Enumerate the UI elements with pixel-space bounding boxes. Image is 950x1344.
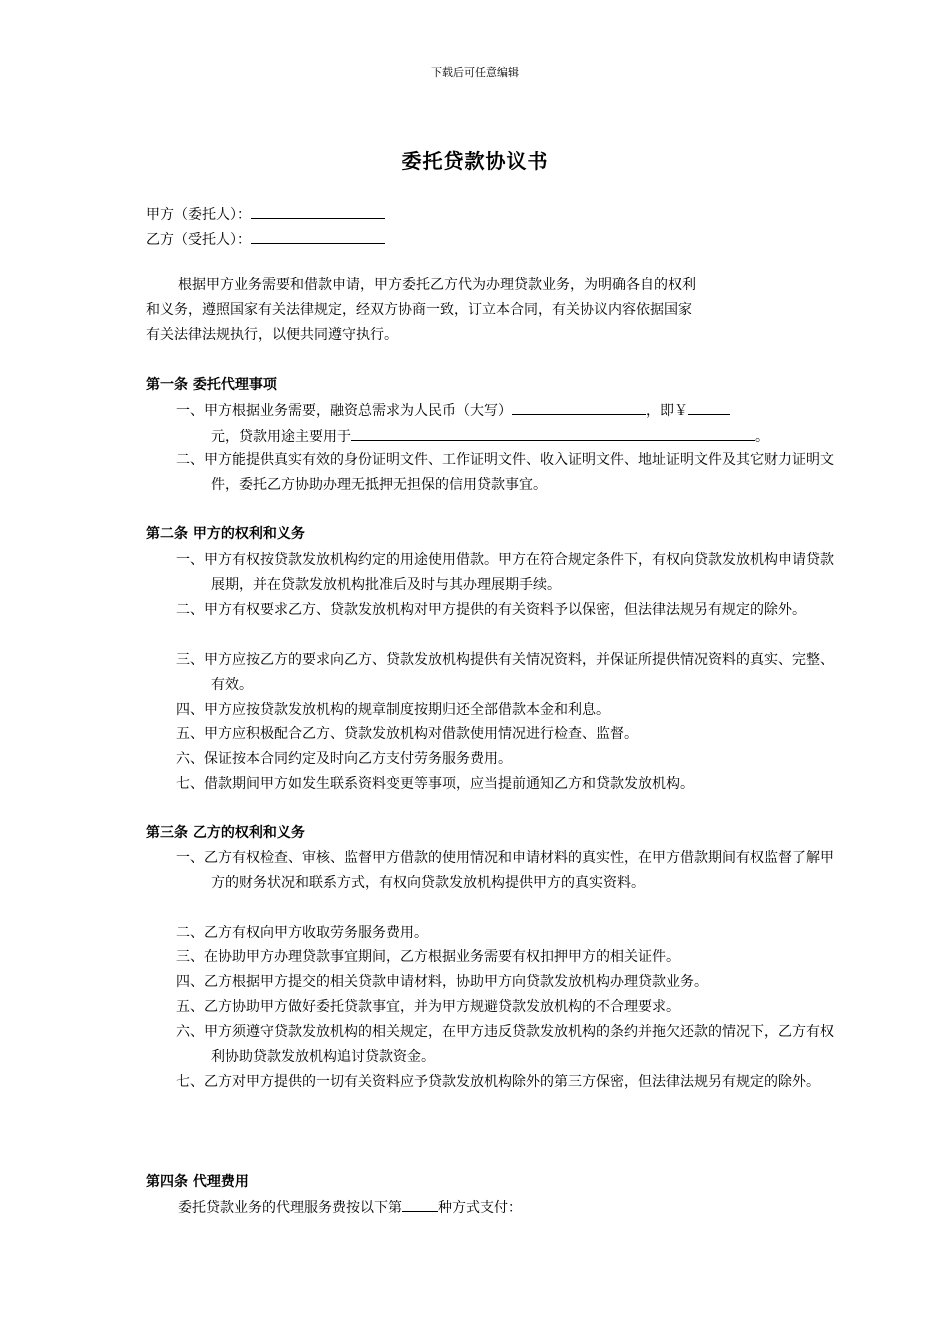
article1-heading: 第一条 委托代理事项 [146, 377, 277, 393]
party-b-blank[interactable] [251, 227, 385, 244]
header-note: 下载后可任意编辑 [431, 66, 519, 79]
amount-number-blank[interactable] [688, 398, 730, 415]
article1-item1-text: 一、甲方根据业务需要，融资总需求为人民币（大写） [176, 403, 512, 419]
article3-item: 七、乙方对甲方提供的一切有关资料应予贷款发放机构除外的第三方保密，但法律法规另有规定的除外。 [176, 1074, 820, 1090]
article3-item: 五、乙方协助甲方做好委托贷款事宜，并为甲方规避贷款发放机构的不合理要求。 [176, 999, 680, 1015]
article2-item: 五、甲方应积极配合乙方、贷款发放机构对借款使用情况进行检查、监督。 [176, 726, 638, 742]
article2-item: 二、甲方有权要求乙方、贷款发放机构对甲方提供的有关资料予以保密，但法律法规另有规定的除外。 [176, 602, 806, 618]
article1-item-1 [176, 398, 841, 450]
article3-item: 一、乙方有权检查、审核、监督甲方借款的使用情况和申请材料的真实性，在甲方借款期间有权监督了解甲方的财务状况和联系方式，有权向贷款发放机构提供甲方的真实资料。 [176, 850, 834, 891]
article3-item: 六、甲方须遵守贷款发放机构的相关规定，在甲方违反贷款发放机构的条约并拖欠还款的情况下，乙方有权利协助贷款发放机构追讨贷款资金。 [176, 1024, 834, 1065]
article1-item1-purpose-text: 元，贷款用途主要用于 [211, 429, 351, 445]
loan-purpose-blank[interactable] [351, 424, 755, 441]
document-title: 委托贷款协议书 [401, 149, 549, 173]
article2-item: 四、甲方应按贷款发放机构的规章制度按期归还全部借款本金和利息。 [176, 702, 610, 718]
article3-item: 二、乙方有权向甲方收取劳务服务费用。 [176, 925, 428, 941]
article3-item: 三、在协助甲方办理贷款事宜期间，乙方根据业务需要有权扣押甲方的相关证件。 [176, 949, 680, 965]
intro-paragraph [146, 273, 811, 348]
party-b-row [146, 227, 385, 250]
amount-words-blank[interactable] [512, 398, 646, 415]
article3-heading: 第三条 乙方的权利和义务 [146, 825, 305, 841]
intro-line: 和义务，遵照国家有关法律规定，经双方协商一致，订立本合同，有关协议内容依据国家 [146, 302, 692, 318]
payment-method-blank[interactable] [402, 1195, 438, 1212]
article2-item: 三、甲方应按乙方的要求向乙方、贷款发放机构提供有关情况资料，并保证所提供情况资料的真实、完整、有效。 [176, 652, 834, 693]
article2-item: 六、保证按本合同约定及时向乙方支付劳务服务费用。 [176, 751, 512, 767]
article1-item-2: 二、甲方能提供真实有效的身份证明文件、工作证明文件、收入证明文件、地址证明文件及其它财力证明文件，委托乙方协助办理无抵押无担保的信用贷款事宜。 [176, 452, 834, 493]
article2-item: 七、借款期间甲方如发生联系资料变更等事项，应当提前通知乙方和贷款发放机构。 [176, 776, 694, 792]
article2-item: 一、甲方有权按贷款发放机构约定的用途使用借款。甲方在符合规定条件下，有权向贷款发放机构申请贷款展期，并在贷款发放机构批准后及时与其办理展期手续。 [176, 552, 834, 593]
article4-text [178, 1195, 522, 1221]
party-a-row [146, 202, 385, 225]
article1-item1-yen-text: ，即￥ [646, 403, 688, 419]
intro-line: 有关法律法规执行，以便共同遵守执行。 [146, 327, 398, 343]
party-b-label: 乙方（受托人）： [146, 232, 251, 248]
intro-line: 根据甲方业务需要和借款申请，甲方委托乙方代为办理贷款业务，为明确各自的权利 [178, 277, 696, 293]
article4-text-a: 委托贷款业务的代理服务费按以下第 [178, 1200, 402, 1216]
article1-item1-end: 。 [755, 429, 769, 445]
party-a-blank[interactable] [251, 202, 385, 219]
article4-text-b: 种方式支付： [438, 1200, 522, 1216]
party-a-label: 甲方（委托人）： [146, 207, 251, 223]
article2-heading: 第二条 甲方的权利和义务 [146, 526, 305, 542]
article3-item: 四、乙方根据甲方提交的相关贷款申请材料，协助甲方向贷款发放机构办理贷款业务。 [176, 974, 708, 990]
article4-heading: 第四条 代理费用 [146, 1174, 249, 1190]
